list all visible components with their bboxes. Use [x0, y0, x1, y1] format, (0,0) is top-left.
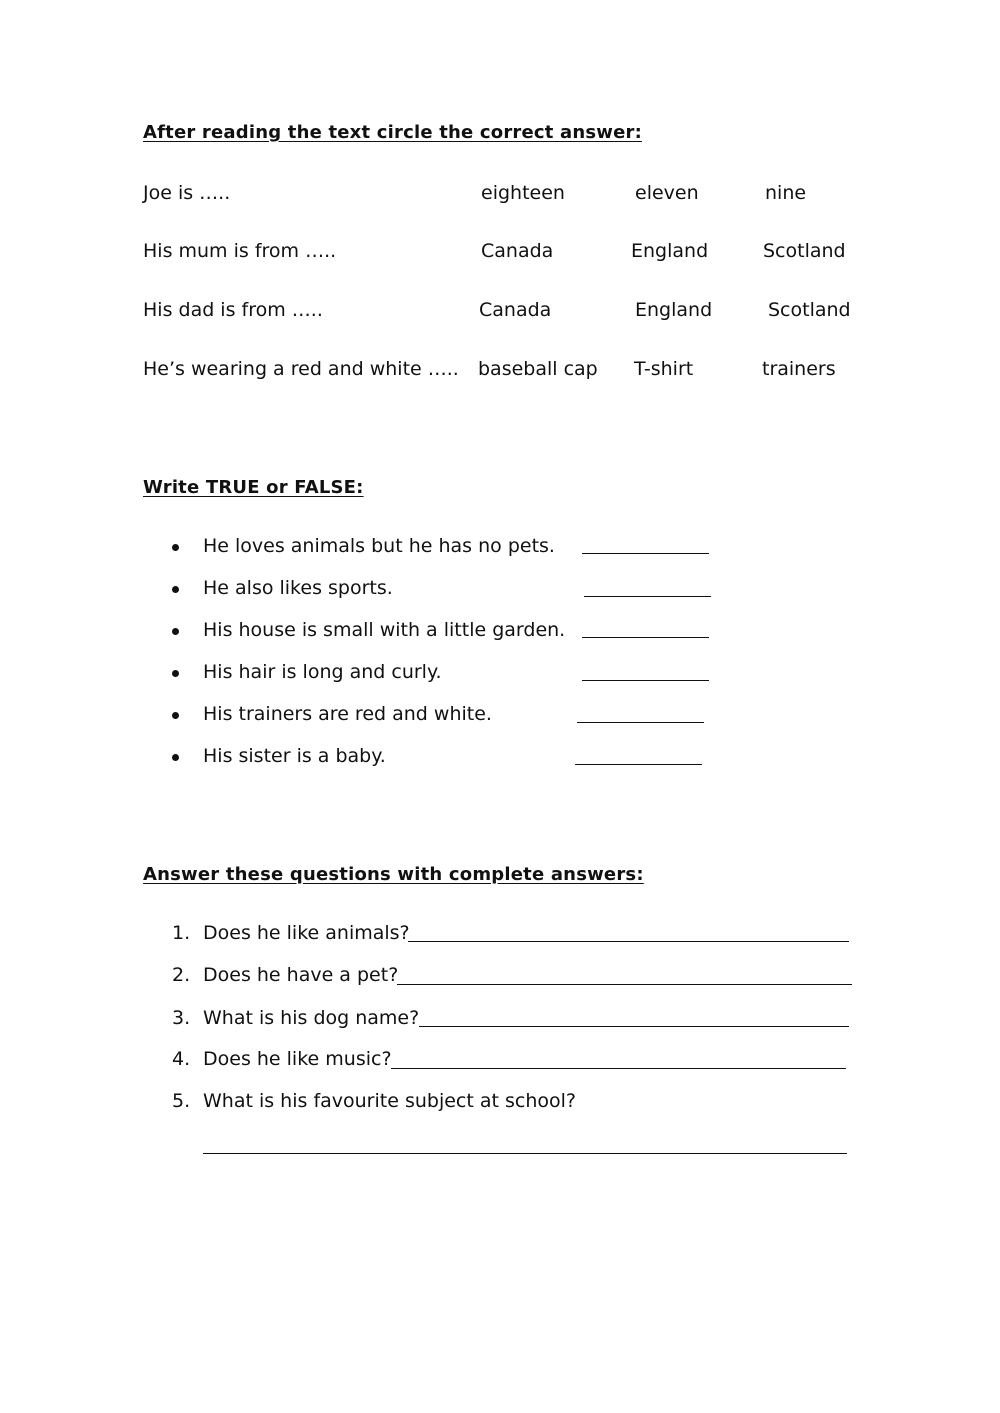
- bullet-icon: [172, 670, 179, 677]
- answer-option[interactable]: Canada: [481, 240, 554, 262]
- bullet-icon: [172, 712, 179, 719]
- answer-line[interactable]: [203, 1153, 847, 1154]
- answer-line[interactable]: [419, 1026, 849, 1027]
- answer-option[interactable]: eighteen: [481, 182, 565, 204]
- question-number: 4.: [172, 1048, 191, 1070]
- answer-blank[interactable]: [582, 680, 709, 681]
- answer-line[interactable]: [408, 941, 849, 942]
- answer-blank[interactable]: [584, 596, 711, 597]
- statement-text: He loves animals but he has no pets.: [203, 535, 555, 557]
- circle-answer-heading: After reading the text circle the correct answer:: [143, 122, 643, 143]
- answer-blank[interactable]: [575, 764, 702, 765]
- question-number: 5.: [172, 1090, 191, 1112]
- question-number: 3.: [172, 1007, 191, 1029]
- bullet-icon: [172, 628, 179, 635]
- answer-option[interactable]: baseball cap: [478, 358, 598, 380]
- answer-option[interactable]: Scotland: [763, 240, 846, 262]
- statement-text: His hair is long and curly.: [203, 661, 442, 683]
- answer-blank[interactable]: [577, 722, 704, 723]
- question-prompt: Joe is …..: [143, 182, 231, 204]
- question-text: What is his dog name?: [203, 1007, 420, 1029]
- statement-text: He also likes sports.: [203, 577, 393, 599]
- answer-line[interactable]: [391, 1068, 846, 1069]
- statement-text: His sister is a baby.: [203, 745, 386, 767]
- question-prompt: His mum is from …..: [143, 240, 337, 262]
- answer-blank[interactable]: [582, 553, 709, 554]
- question-number: 1.: [172, 922, 191, 944]
- statement-text: His trainers are red and white.: [203, 703, 492, 725]
- answer-option[interactable]: trainers: [762, 358, 836, 380]
- question-text: What is his favourite subject at school?: [203, 1090, 576, 1112]
- answer-blank[interactable]: [582, 637, 709, 638]
- question-prompt: His dad is from …..: [143, 299, 323, 321]
- answer-option[interactable]: Canada: [479, 299, 552, 321]
- bullet-icon: [172, 544, 179, 551]
- answer-option[interactable]: England: [631, 240, 709, 262]
- answer-option[interactable]: Scotland: [768, 299, 851, 321]
- answer-line[interactable]: [397, 984, 852, 985]
- answer-option[interactable]: England: [635, 299, 713, 321]
- bullet-icon: [172, 586, 179, 593]
- question-text: Does he have a pet?: [203, 964, 399, 986]
- bullet-icon: [172, 754, 179, 761]
- true-false-heading: Write TRUE or FALSE:: [143, 477, 364, 498]
- question-text: Does he like music?: [203, 1048, 392, 1070]
- question-prompt: He’s wearing a red and white …..: [143, 358, 459, 380]
- answer-option[interactable]: eleven: [635, 182, 699, 204]
- complete-answers-heading: Answer these questions with complete answers:: [143, 864, 644, 885]
- question-number: 2.: [172, 964, 191, 986]
- question-text: Does he like animals?: [203, 922, 410, 944]
- answer-option[interactable]: T-shirt: [634, 358, 694, 380]
- answer-option[interactable]: nine: [765, 182, 807, 204]
- statement-text: His house is small with a little garden.: [203, 619, 566, 641]
